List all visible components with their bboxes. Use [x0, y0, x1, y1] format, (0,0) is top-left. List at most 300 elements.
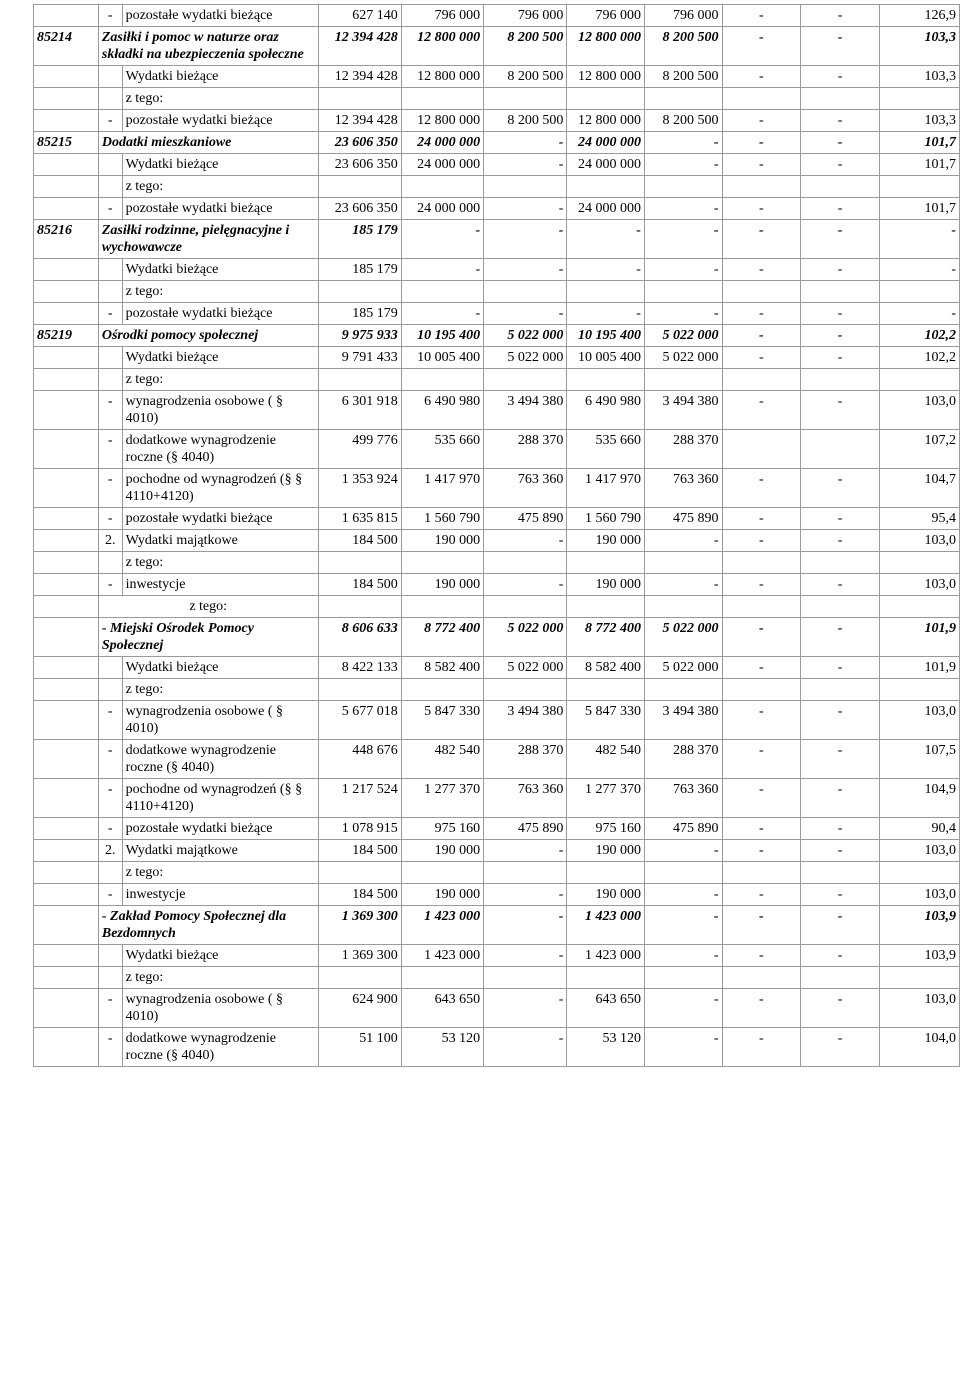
value-cell: 8 200 500: [484, 110, 567, 132]
table-row: [34, 906, 960, 945]
value-cell: -: [484, 259, 567, 281]
value-cell: 535 660: [567, 430, 645, 469]
value-cell: 103,0: [879, 840, 959, 862]
table-row: [34, 840, 960, 862]
value-cell: -: [801, 1028, 880, 1067]
value-cell: 8 200 500: [644, 66, 722, 88]
section-code-cell: [34, 303, 99, 325]
value-cell: 12 394 428: [318, 66, 401, 88]
value-cell: 475 890: [484, 508, 567, 530]
table-row: [34, 325, 960, 347]
value-cell: 1 217 524: [318, 779, 401, 818]
value-cell: 103,3: [879, 27, 959, 66]
value-cell: -: [722, 110, 801, 132]
value-cell: 5 022 000: [484, 618, 567, 657]
value-cell: [879, 369, 959, 391]
category-label: Wydatki bieżące: [122, 945, 318, 967]
value-cell: 5 022 000: [644, 325, 722, 347]
value-cell: 624 900: [318, 989, 401, 1028]
value-cell: 5 847 330: [401, 701, 483, 740]
value-cell: 102,2: [879, 347, 959, 369]
spacer-cell: [98, 154, 122, 176]
section-label: Zasiłki rodzinne, pielęgnacyjne i wychowawcze: [98, 220, 318, 259]
category-label: Wydatki bieżące: [122, 259, 318, 281]
value-cell: 12 800 000: [567, 66, 645, 88]
row-marker: -: [98, 303, 122, 325]
value-cell: [722, 281, 801, 303]
section-code-cell: [34, 5, 99, 27]
value-cell: -: [484, 884, 567, 906]
value-cell: [644, 967, 722, 989]
value-cell: [722, 176, 801, 198]
section-code-cell: [34, 88, 99, 110]
value-cell: 8 200 500: [644, 110, 722, 132]
section-code-cell: [34, 884, 99, 906]
value-cell: [318, 88, 401, 110]
value-cell: 6 490 980: [567, 391, 645, 430]
value-cell: [879, 679, 959, 701]
value-cell: 103,3: [879, 110, 959, 132]
value-cell: [401, 862, 483, 884]
value-cell: 24 000 000: [401, 198, 483, 220]
value-cell: 190 000: [401, 574, 483, 596]
value-cell: -: [484, 906, 567, 945]
value-cell: 975 160: [567, 818, 645, 840]
section-code-cell: 85215: [34, 132, 99, 154]
value-cell: -: [801, 66, 880, 88]
value-cell: 627 140: [318, 5, 401, 27]
table-row: [34, 552, 960, 574]
value-cell: -: [722, 220, 801, 259]
section-code-cell: 85216: [34, 220, 99, 259]
value-cell: [318, 862, 401, 884]
table-row: [34, 430, 960, 469]
row-marker: -: [98, 779, 122, 818]
table-row: [34, 618, 960, 657]
value-cell: 8 772 400: [401, 618, 483, 657]
value-cell: 185 179: [318, 303, 401, 325]
value-cell: -: [401, 303, 483, 325]
value-cell: [567, 369, 645, 391]
value-cell: 5 022 000: [644, 618, 722, 657]
value-cell: [879, 176, 959, 198]
value-cell: [567, 281, 645, 303]
value-cell: -: [801, 132, 880, 154]
z-tego-label: z tego:: [122, 88, 318, 110]
value-cell: [401, 176, 483, 198]
value-cell: -: [801, 325, 880, 347]
item-label: dodatkowe wynagrodzenie roczne (§ 4040): [122, 1028, 318, 1067]
value-cell: -: [722, 989, 801, 1028]
value-cell: 8 582 400: [401, 657, 483, 679]
value-cell: -: [801, 5, 880, 27]
table-row: [34, 5, 960, 27]
section-code-cell: [34, 430, 99, 469]
section-code-cell: [34, 198, 99, 220]
value-cell: 12 394 428: [318, 27, 401, 66]
value-cell: [879, 281, 959, 303]
value-cell: 101,9: [879, 618, 959, 657]
value-cell: [318, 369, 401, 391]
row-marker: -: [98, 110, 122, 132]
value-cell: -: [879, 220, 959, 259]
value-cell: [722, 88, 801, 110]
value-cell: [644, 679, 722, 701]
value-cell: [644, 596, 722, 618]
section-code-cell: [34, 657, 99, 679]
section-label: Dodatki mieszkaniowe: [98, 132, 318, 154]
value-cell: 9 791 433: [318, 347, 401, 369]
value-cell: 3 494 380: [484, 701, 567, 740]
category-label: Wydatki bieżące: [122, 657, 318, 679]
value-cell: 185 179: [318, 259, 401, 281]
value-cell: [318, 281, 401, 303]
value-cell: [401, 967, 483, 989]
value-cell: 535 660: [401, 430, 483, 469]
value-cell: -: [484, 1028, 567, 1067]
value-cell: 5 847 330: [567, 701, 645, 740]
section-code-cell: 85214: [34, 27, 99, 66]
value-cell: 10 005 400: [401, 347, 483, 369]
value-cell: [722, 596, 801, 618]
value-cell: [484, 369, 567, 391]
z-tego-label: z tego:: [122, 967, 318, 989]
spacer-cell: [98, 347, 122, 369]
section-code-cell: [34, 679, 99, 701]
value-cell: -: [801, 989, 880, 1028]
value-cell: -: [722, 469, 801, 508]
value-cell: [644, 176, 722, 198]
value-cell: [801, 430, 880, 469]
value-cell: 288 370: [484, 740, 567, 779]
value-cell: 126,9: [879, 5, 959, 27]
value-cell: 104,9: [879, 779, 959, 818]
section-code-cell: [34, 989, 99, 1028]
value-cell: [801, 281, 880, 303]
section-code-cell: [34, 945, 99, 967]
value-cell: 1 277 370: [401, 779, 483, 818]
value-cell: -: [484, 198, 567, 220]
value-cell: 190 000: [567, 574, 645, 596]
value-cell: 10 195 400: [567, 325, 645, 347]
value-cell: -: [722, 618, 801, 657]
value-cell: -: [722, 840, 801, 862]
z-tego-label: z tego:: [122, 552, 318, 574]
unit-label: - Miejski Ośrodek Pomocy Społecznej: [98, 618, 318, 657]
value-cell: 288 370: [644, 430, 722, 469]
value-cell: 5 022 000: [484, 657, 567, 679]
value-cell: 10 195 400: [401, 325, 483, 347]
value-cell: 1 423 000: [401, 945, 483, 967]
row-marker: -: [98, 5, 122, 27]
value-cell: -: [567, 259, 645, 281]
value-cell: 12 800 000: [401, 110, 483, 132]
section-code-cell: [34, 469, 99, 508]
item-label: dodatkowe wynagrodzenie roczne (§ 4040): [122, 430, 318, 469]
value-cell: 796 000: [401, 5, 483, 27]
value-cell: -: [722, 347, 801, 369]
value-cell: -: [722, 325, 801, 347]
value-cell: 475 890: [484, 818, 567, 840]
value-cell: 482 540: [401, 740, 483, 779]
value-cell: -: [722, 574, 801, 596]
value-cell: [879, 88, 959, 110]
section-code-cell: [34, 66, 99, 88]
item-label: pozostałe wydatki bieżące: [122, 818, 318, 840]
value-cell: [401, 596, 483, 618]
value-cell: 101,7: [879, 154, 959, 176]
item-label: Wydatki majątkowe: [122, 530, 318, 552]
unit-label: - Zakład Pomocy Społecznej dla Bezdomnych: [98, 906, 318, 945]
value-cell: [879, 967, 959, 989]
section-code-cell: [34, 391, 99, 430]
value-cell: -: [484, 132, 567, 154]
value-cell: [318, 596, 401, 618]
value-cell: [644, 88, 722, 110]
value-cell: -: [801, 906, 880, 945]
value-cell: 288 370: [644, 740, 722, 779]
section-code-cell: [34, 347, 99, 369]
table-row: [34, 1028, 960, 1067]
row-marker: -: [98, 818, 122, 840]
value-cell: 185 179: [318, 220, 401, 259]
value-cell: 8 772 400: [567, 618, 645, 657]
value-cell: -: [644, 1028, 722, 1067]
value-cell: -: [722, 945, 801, 967]
value-cell: 190 000: [401, 840, 483, 862]
value-cell: 5 022 000: [484, 347, 567, 369]
value-cell: 184 500: [318, 884, 401, 906]
spacer-cell: [98, 657, 122, 679]
table-row: [34, 530, 960, 552]
value-cell: -: [484, 530, 567, 552]
value-cell: -: [801, 884, 880, 906]
value-cell: 190 000: [567, 884, 645, 906]
value-cell: 1 423 000: [567, 945, 645, 967]
value-cell: 1 369 300: [318, 906, 401, 945]
value-cell: -: [644, 259, 722, 281]
value-cell: 23 606 350: [318, 154, 401, 176]
value-cell: -: [801, 198, 880, 220]
value-cell: [484, 552, 567, 574]
table-row: [34, 967, 960, 989]
table-row: [34, 884, 960, 906]
value-cell: 288 370: [484, 430, 567, 469]
value-cell: -: [801, 779, 880, 818]
value-cell: -: [801, 945, 880, 967]
table-row: [34, 818, 960, 840]
value-cell: [401, 281, 483, 303]
value-cell: 6 301 918: [318, 391, 401, 430]
value-cell: [484, 679, 567, 701]
value-cell: -: [801, 818, 880, 840]
value-cell: [567, 88, 645, 110]
value-cell: -: [401, 220, 483, 259]
value-cell: 24 000 000: [401, 154, 483, 176]
table-row: [34, 701, 960, 740]
section-code-cell: [34, 154, 99, 176]
section-code-cell: 85219: [34, 325, 99, 347]
spacer-cell: [98, 552, 122, 574]
value-cell: -: [722, 701, 801, 740]
value-cell: -: [644, 906, 722, 945]
value-cell: -: [801, 840, 880, 862]
value-cell: 1 078 915: [318, 818, 401, 840]
value-cell: 8 200 500: [484, 27, 567, 66]
value-cell: [801, 967, 880, 989]
row-marker: -: [98, 884, 122, 906]
value-cell: -: [722, 5, 801, 27]
section-code-cell: [34, 862, 99, 884]
value-cell: 8 422 133: [318, 657, 401, 679]
value-cell: 1 417 970: [401, 469, 483, 508]
value-cell: [401, 369, 483, 391]
value-cell: -: [567, 303, 645, 325]
item-label: pochodne od wynagrodzeń (§ § 4110+4120): [122, 779, 318, 818]
value-cell: -: [644, 945, 722, 967]
value-cell: [722, 430, 801, 469]
value-cell: 103,0: [879, 701, 959, 740]
value-cell: 190 000: [567, 840, 645, 862]
value-cell: -: [644, 989, 722, 1028]
value-cell: 1 560 790: [401, 508, 483, 530]
value-cell: 53 120: [401, 1028, 483, 1067]
value-cell: [484, 862, 567, 884]
value-cell: -: [567, 220, 645, 259]
table-row: [34, 132, 960, 154]
value-cell: -: [801, 347, 880, 369]
table-row: [34, 369, 960, 391]
value-cell: 448 676: [318, 740, 401, 779]
value-cell: -: [801, 657, 880, 679]
table-row: [34, 220, 960, 259]
value-cell: 103,0: [879, 884, 959, 906]
row-marker: 2.: [98, 840, 122, 862]
section-code-cell: [34, 840, 99, 862]
value-cell: -: [801, 469, 880, 508]
value-cell: -: [801, 259, 880, 281]
table-row: [34, 989, 960, 1028]
value-cell: 12 800 000: [401, 27, 483, 66]
value-cell: 24 000 000: [567, 154, 645, 176]
value-cell: [401, 552, 483, 574]
section-code-cell: [34, 259, 99, 281]
value-cell: -: [722, 779, 801, 818]
table-row: [34, 740, 960, 779]
value-cell: -: [401, 259, 483, 281]
value-cell: [879, 862, 959, 884]
value-cell: -: [644, 840, 722, 862]
value-cell: -: [644, 303, 722, 325]
value-cell: [401, 88, 483, 110]
value-cell: -: [484, 154, 567, 176]
value-cell: -: [722, 66, 801, 88]
table-row: [34, 154, 960, 176]
value-cell: -: [801, 110, 880, 132]
value-cell: 190 000: [567, 530, 645, 552]
table-row: [34, 657, 960, 679]
value-cell: -: [879, 303, 959, 325]
table-row: [34, 198, 960, 220]
value-cell: -: [644, 574, 722, 596]
item-label: wynagrodzenia osobowe ( § 4010): [122, 391, 318, 430]
value-cell: 1 369 300: [318, 945, 401, 967]
value-cell: -: [722, 508, 801, 530]
value-cell: 5 022 000: [644, 347, 722, 369]
value-cell: [722, 369, 801, 391]
section-label: Ośrodki pomocy społecznej: [98, 325, 318, 347]
value-cell: [801, 369, 880, 391]
item-label: inwestycje: [122, 884, 318, 906]
value-cell: 796 000: [484, 5, 567, 27]
section-code-cell: [34, 530, 99, 552]
value-cell: [318, 679, 401, 701]
spacer-cell: [98, 88, 122, 110]
row-marker: 2.: [98, 530, 122, 552]
value-cell: -: [801, 530, 880, 552]
value-cell: -: [801, 303, 880, 325]
value-cell: 12 800 000: [567, 110, 645, 132]
value-cell: 23 606 350: [318, 198, 401, 220]
value-cell: -: [722, 303, 801, 325]
value-cell: 8 582 400: [567, 657, 645, 679]
value-cell: 107,5: [879, 740, 959, 779]
value-cell: -: [879, 259, 959, 281]
value-cell: 9 975 933: [318, 325, 401, 347]
value-cell: 184 500: [318, 840, 401, 862]
value-cell: [318, 552, 401, 574]
value-cell: 190 000: [401, 530, 483, 552]
value-cell: [801, 176, 880, 198]
value-cell: [484, 176, 567, 198]
value-cell: 643 650: [567, 989, 645, 1028]
table-row: [34, 27, 960, 66]
value-cell: [644, 552, 722, 574]
spacer-cell: [98, 259, 122, 281]
value-cell: -: [801, 740, 880, 779]
value-cell: -: [722, 154, 801, 176]
value-cell: 12 800 000: [401, 66, 483, 88]
value-cell: 1 417 970: [567, 469, 645, 508]
value-cell: [567, 679, 645, 701]
value-cell: 1 423 000: [401, 906, 483, 945]
spacer-cell: [98, 679, 122, 701]
table-row: [34, 391, 960, 430]
value-cell: -: [722, 259, 801, 281]
category-label: Wydatki bieżące: [122, 347, 318, 369]
value-cell: 499 776: [318, 430, 401, 469]
row-marker: -: [98, 701, 122, 740]
value-cell: 5 022 000: [644, 657, 722, 679]
value-cell: [484, 88, 567, 110]
value-cell: 104,7: [879, 469, 959, 508]
section-code-cell: [34, 618, 99, 657]
value-cell: 763 360: [644, 779, 722, 818]
value-cell: 184 500: [318, 530, 401, 552]
value-cell: -: [801, 154, 880, 176]
table-row: [34, 303, 960, 325]
value-cell: 101,7: [879, 132, 959, 154]
table-row: [34, 281, 960, 303]
table-row: [34, 469, 960, 508]
z-tego-label: z tego:: [122, 176, 318, 198]
value-cell: -: [484, 945, 567, 967]
value-cell: 24 000 000: [401, 132, 483, 154]
section-code-cell: [34, 574, 99, 596]
value-cell: -: [801, 574, 880, 596]
value-cell: 8 200 500: [644, 27, 722, 66]
value-cell: -: [801, 508, 880, 530]
